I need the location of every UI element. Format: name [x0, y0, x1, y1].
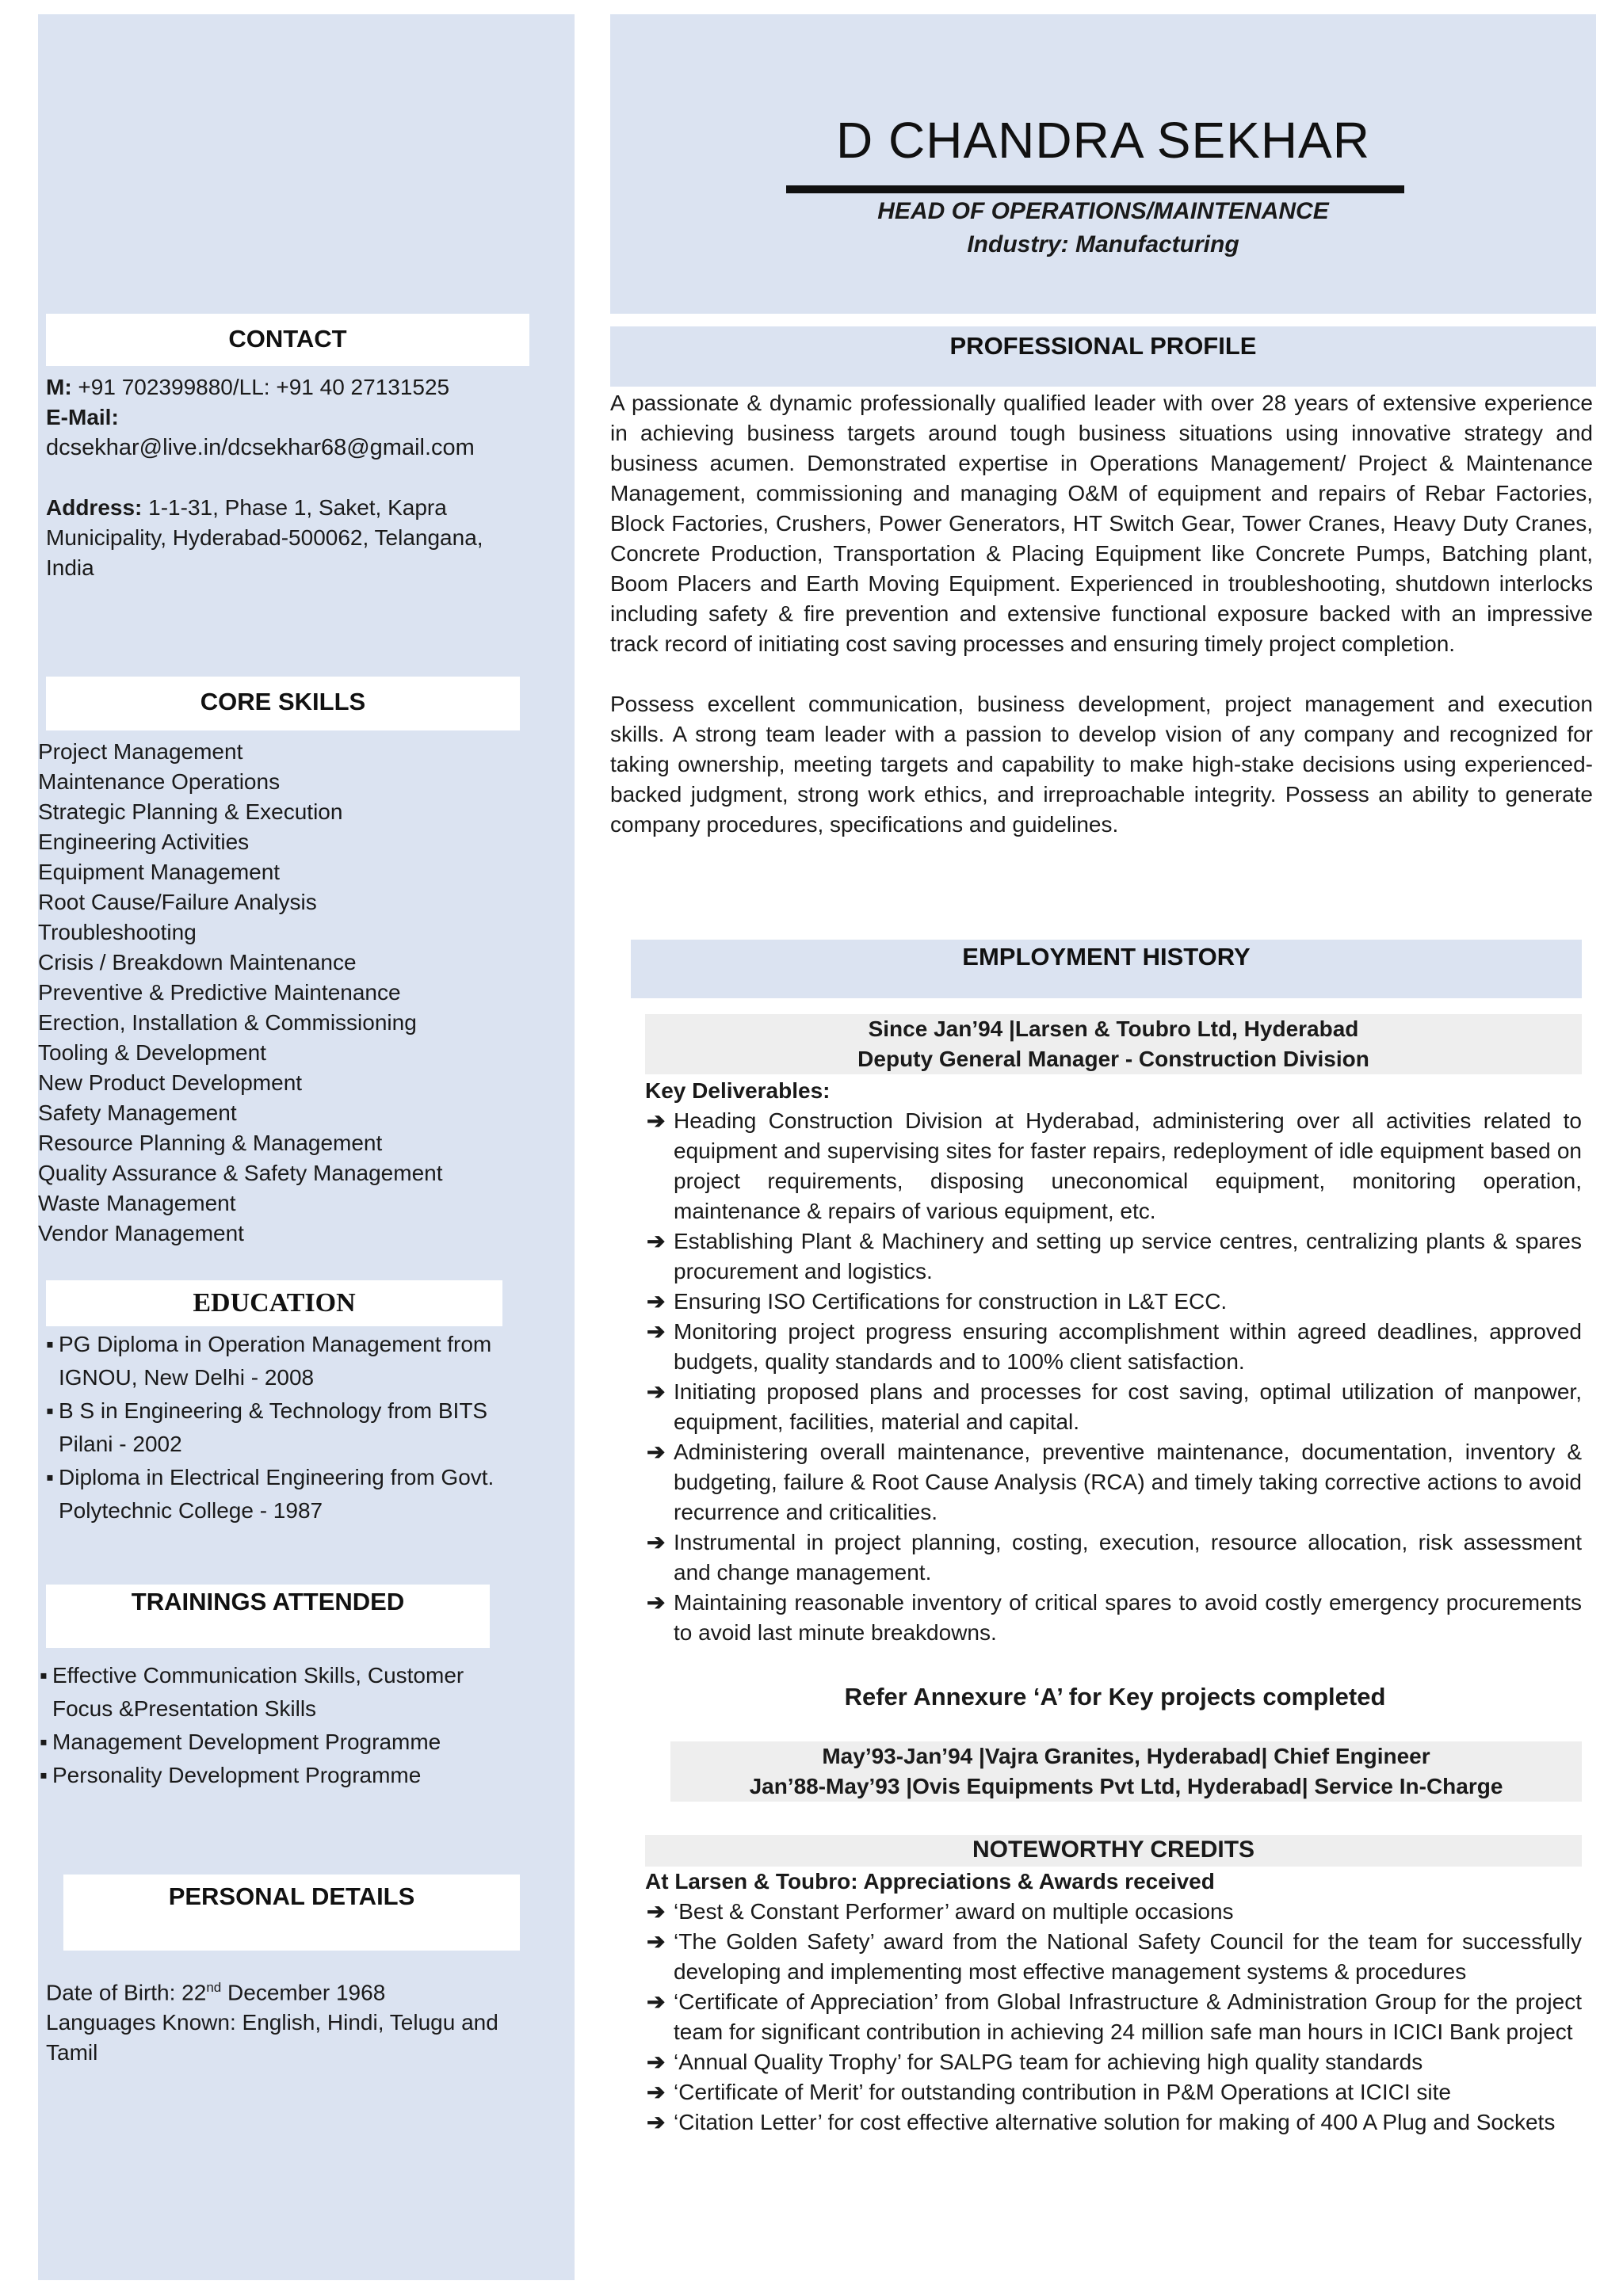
credit-item: ➔ ‘Citation Letter’ for cost effective alternative solution for making of 400 A Plug and Sockets: [647, 2107, 1582, 2138]
current-job-company: Since Jan’94 |Larsen & Toubro Ltd, Hyderabad: [868, 1016, 1359, 1041]
credit-item: ➔ ‘The Golden Safety’ award from the National Safety Council for the team for successfully developing and implementing most effective management systems & procedures: [647, 1927, 1582, 1987]
education-list: [46, 1328, 514, 1527]
skill-item: Waste Management: [38, 1191, 236, 1215]
annexure-note: Refer Annexure ‘A’ for Key projects completed: [844, 1683, 1386, 1711]
profile-paragraph-1: A passionate & dynamic professionally qualified leader with over 28 years of extensive experience in achieving business targets around tough business situations using innovative strategy and business acumen. Demonstrated expertise in Operations Management/ Project & Maintenance Management, commissioning and managing O&M of equipment and repairs of Rebar Factories, Block Factories, Crushers, Power Generators, HT Switch Gear, Tower Cranes, Heavy Duty Cranes, Concrete Production, Transportation & Placing Equipment like Concrete Pumps, Batching plant, Boom Placers and Earth Moving Equipment. Experienced in troubleshooting, shutdown interlocks including safety & fire prevention and extensive functional exposure backed with an impressive track record of initiating cost saving processes and ensuring timely project completion.: [610, 391, 1593, 656]
deliverable-item: ➔ Ensuring ISO Certifications for construction in L&T ECC.: [647, 1287, 1582, 1317]
deliverable-item: ➔ Instrumental in project planning, costing, execution, resource allocation, risk assessment and change management.: [647, 1527, 1582, 1588]
mobile-value: +91 702399880/LL: +91 40 27131525: [71, 375, 450, 399]
previous-job-ovis: Jan’88-May’93 |Ovis Equipments Pvt Ltd, Hyderabad| Service In-Charge: [749, 1774, 1503, 1798]
arrow-bullet-icon: ➔: [647, 1530, 666, 1554]
arrow-bullet-icon: ➔: [647, 1289, 666, 1314]
skill-item: Strategic Planning & Execution: [38, 799, 343, 824]
education-item: ▪ PG Diploma in Operation Management from IGNOU, New Delhi - 2008: [46, 1328, 514, 1394]
arrow-bullet-icon: ➔: [647, 1440, 666, 1464]
arrow-bullet-icon: ➔: [647, 1319, 666, 1344]
arrow-bullet-icon: ➔: [647, 2110, 666, 2134]
skill-item: Quality Assurance & Safety Management: [38, 1161, 443, 1185]
contact-heading: CONTACT: [46, 314, 529, 366]
name-underline: [786, 185, 1404, 193]
credits-subtitle: At Larsen & Toubro: Appreciations & Awards received: [645, 1869, 1215, 1894]
skill-item: Erection, Installation & Commissioning: [38, 1010, 417, 1035]
deliverable-item: ➔ Maintaining reasonable inventory of critical spares to avoid costly emergency procurements to avoid last minute breakdowns.: [647, 1588, 1582, 1648]
noteworthy-credits-heading: NOTEWORTHY CREDITS: [645, 1835, 1582, 1867]
key-deliverables-list: [647, 1106, 1582, 1648]
square-bullet-icon: ▪: [40, 1730, 48, 1754]
arrow-bullet-icon: ➔: [647, 1929, 666, 1954]
skill-item: Tooling & Development: [38, 1040, 266, 1065]
skill-item: Maintenance Operations: [38, 769, 281, 794]
core-skills-heading: CORE SKILLS: [46, 677, 520, 730]
mobile-line: [46, 372, 553, 402]
training-item: ▪ Personality Development Programme: [40, 1759, 515, 1792]
employment-history-heading: EMPLOYMENT HISTORY: [631, 940, 1582, 998]
address-label: Address:: [46, 495, 143, 520]
candidate-name: D CHANDRA SEKHAR: [836, 112, 1370, 169]
arrow-bullet-icon: ➔: [647, 2080, 666, 2104]
deliverable-item: ➔ Initiating proposed plans and processes for cost saving, optimal utilization of manpower, equipment, facilities, material and capital.: [647, 1377, 1582, 1437]
deliverable-item: ➔ Administering overall maintenance, preventive maintenance, documentation, inventory & budgeting, failure & Root Cause Analysis (RCA) and timely taking corrective actions to avoid recurrence and criticalities.: [647, 1437, 1582, 1527]
square-bullet-icon: ▪: [40, 1763, 48, 1787]
skill-item: Troubleshooting: [38, 920, 197, 944]
training-item: ▪ Effective Communication Skills, Customer Focus &Presentation Skills: [40, 1659, 515, 1726]
arrow-bullet-icon: ➔: [647, 1108, 666, 1133]
arrow-bullet-icon: ➔: [647, 1989, 666, 2014]
credit-item: ➔ ‘Certificate of Merit’ for outstanding contribution in P&M Operations at ICICI site: [647, 2077, 1582, 2107]
credits-list: [647, 1897, 1582, 2138]
mobile-label: M:: [46, 375, 72, 399]
deliverable-item: ➔ Heading Construction Division at Hyderabad, administering over all activities related to equipment and supervising sites for faster repairs, redeployment of idle equipment based on project requirements, disposing uneconomical equipment, monitoring operation, maintenance & repairs of various equipment, etc.: [647, 1106, 1582, 1226]
education-item: ▪ Diploma in Electrical Engineering from Govt. Polytechnic College - 1987: [46, 1461, 514, 1527]
square-bullet-icon: ▪: [46, 1398, 54, 1423]
arrow-bullet-icon: ➔: [647, 2050, 666, 2074]
training-item: ▪ Management Development Programme: [40, 1726, 515, 1759]
key-deliverables-label: Key Deliverables:: [645, 1078, 831, 1103]
email-label: E-Mail:: [46, 405, 119, 429]
previous-job-vajra: May’93-Jan’94 |Vajra Granites, Hyderabad| Chief Engineer: [822, 1744, 1430, 1768]
personal-details-heading: PERSONAL DETAILS: [63, 1875, 520, 1951]
credit-item: ➔ ‘Certificate of Appreciation’ from Global Infrastructure & Administration Group for the project team for significant contribution in achieving 24 million safe man hours in ICICI Bank project: [647, 1987, 1582, 2047]
skill-item: New Product Development: [38, 1070, 303, 1095]
trainings-heading: TRAININGS ATTENDED: [46, 1585, 490, 1648]
skill-item: Engineering Activities: [38, 830, 250, 854]
skill-item: Project Management: [38, 739, 243, 764]
current-job-position: Deputy General Manager - Construction Division: [857, 1047, 1369, 1071]
skill-item: Resource Planning & Management: [38, 1131, 383, 1155]
arrow-bullet-icon: ➔: [647, 1590, 666, 1615]
arrow-bullet-icon: ➔: [647, 1229, 666, 1253]
education-item: ▪ B S in Engineering & Technology from BITS Pilani - 2002: [46, 1394, 514, 1461]
square-bullet-icon: ▪: [46, 1465, 54, 1489]
education-heading: EDUCATION: [46, 1280, 502, 1326]
date-of-birth: Date of Birth: 22nd December 1968: [46, 1980, 386, 2005]
skill-item: Root Cause/Failure Analysis: [38, 890, 317, 914]
contact-details: [46, 372, 553, 583]
credit-item: ➔ ‘Annual Quality Trophy’ for SALPG team for achieving high quality standards: [647, 2047, 1582, 2077]
industry: Industry: Manufacturing: [967, 231, 1239, 257]
skill-item: Preventive & Predictive Maintenance: [38, 980, 401, 1005]
skill-item: Safety Management: [38, 1100, 237, 1125]
profile-paragraph-2: Possess excellent communication, business development, project management and execution skills. A strong team leader with a passion to develop vision of any company and recognized for taking ownership, meeting targets and capability to make high-stake decisions using experienced-backed judgment, strong work ethics, and irreproachable integrity. Possess an ability to generate company procedures, specifications and guidelines.: [610, 692, 1593, 837]
square-bullet-icon: ▪: [40, 1663, 48, 1688]
square-bullet-icon: ▪: [46, 1332, 54, 1356]
trainings-list: [40, 1659, 515, 1792]
job-title: HEAD OF OPERATIONS/MAINTENANCE: [877, 198, 1329, 224]
address-value: 1-1-31, Phase 1, Saket, Kapra Municipality, Hyderabad-500062, Telangana, India: [46, 495, 483, 580]
profile-summary: [610, 388, 1593, 840]
current-job-header: [645, 1014, 1582, 1074]
address-line: [46, 493, 490, 583]
core-skills-list: [38, 737, 443, 1249]
header: [610, 14, 1596, 314]
credit-item: ➔ ‘Best & Constant Performer’ award on multiple occasions: [647, 1897, 1582, 1927]
deliverable-item: ➔ Monitoring project progress ensuring accomplishment within agreed deadlines, approved budgets, quality standards and to 100% client satisfaction.: [647, 1317, 1582, 1377]
arrow-bullet-icon: ➔: [647, 1379, 666, 1404]
personal-details: [46, 1973, 506, 2068]
arrow-bullet-icon: ➔: [647, 1899, 666, 1924]
languages-known: Languages Known: English, Hindi, Telugu and Tamil: [46, 2010, 498, 2065]
professional-profile-heading: PROFESSIONAL PROFILE: [610, 326, 1596, 387]
previous-jobs: [670, 1741, 1582, 1802]
skill-item: Equipment Management: [38, 860, 281, 884]
skill-item: Crisis / Breakdown Maintenance: [38, 950, 357, 974]
skill-item: Vendor Management: [38, 1221, 244, 1245]
email-value: dcsekhar@live.in/dcsekhar68@gmail.com: [46, 435, 475, 460]
deliverable-item: ➔ Establishing Plant & Machinery and setting up service centres, centralizing plants & spares procurement and logistics.: [647, 1226, 1582, 1287]
